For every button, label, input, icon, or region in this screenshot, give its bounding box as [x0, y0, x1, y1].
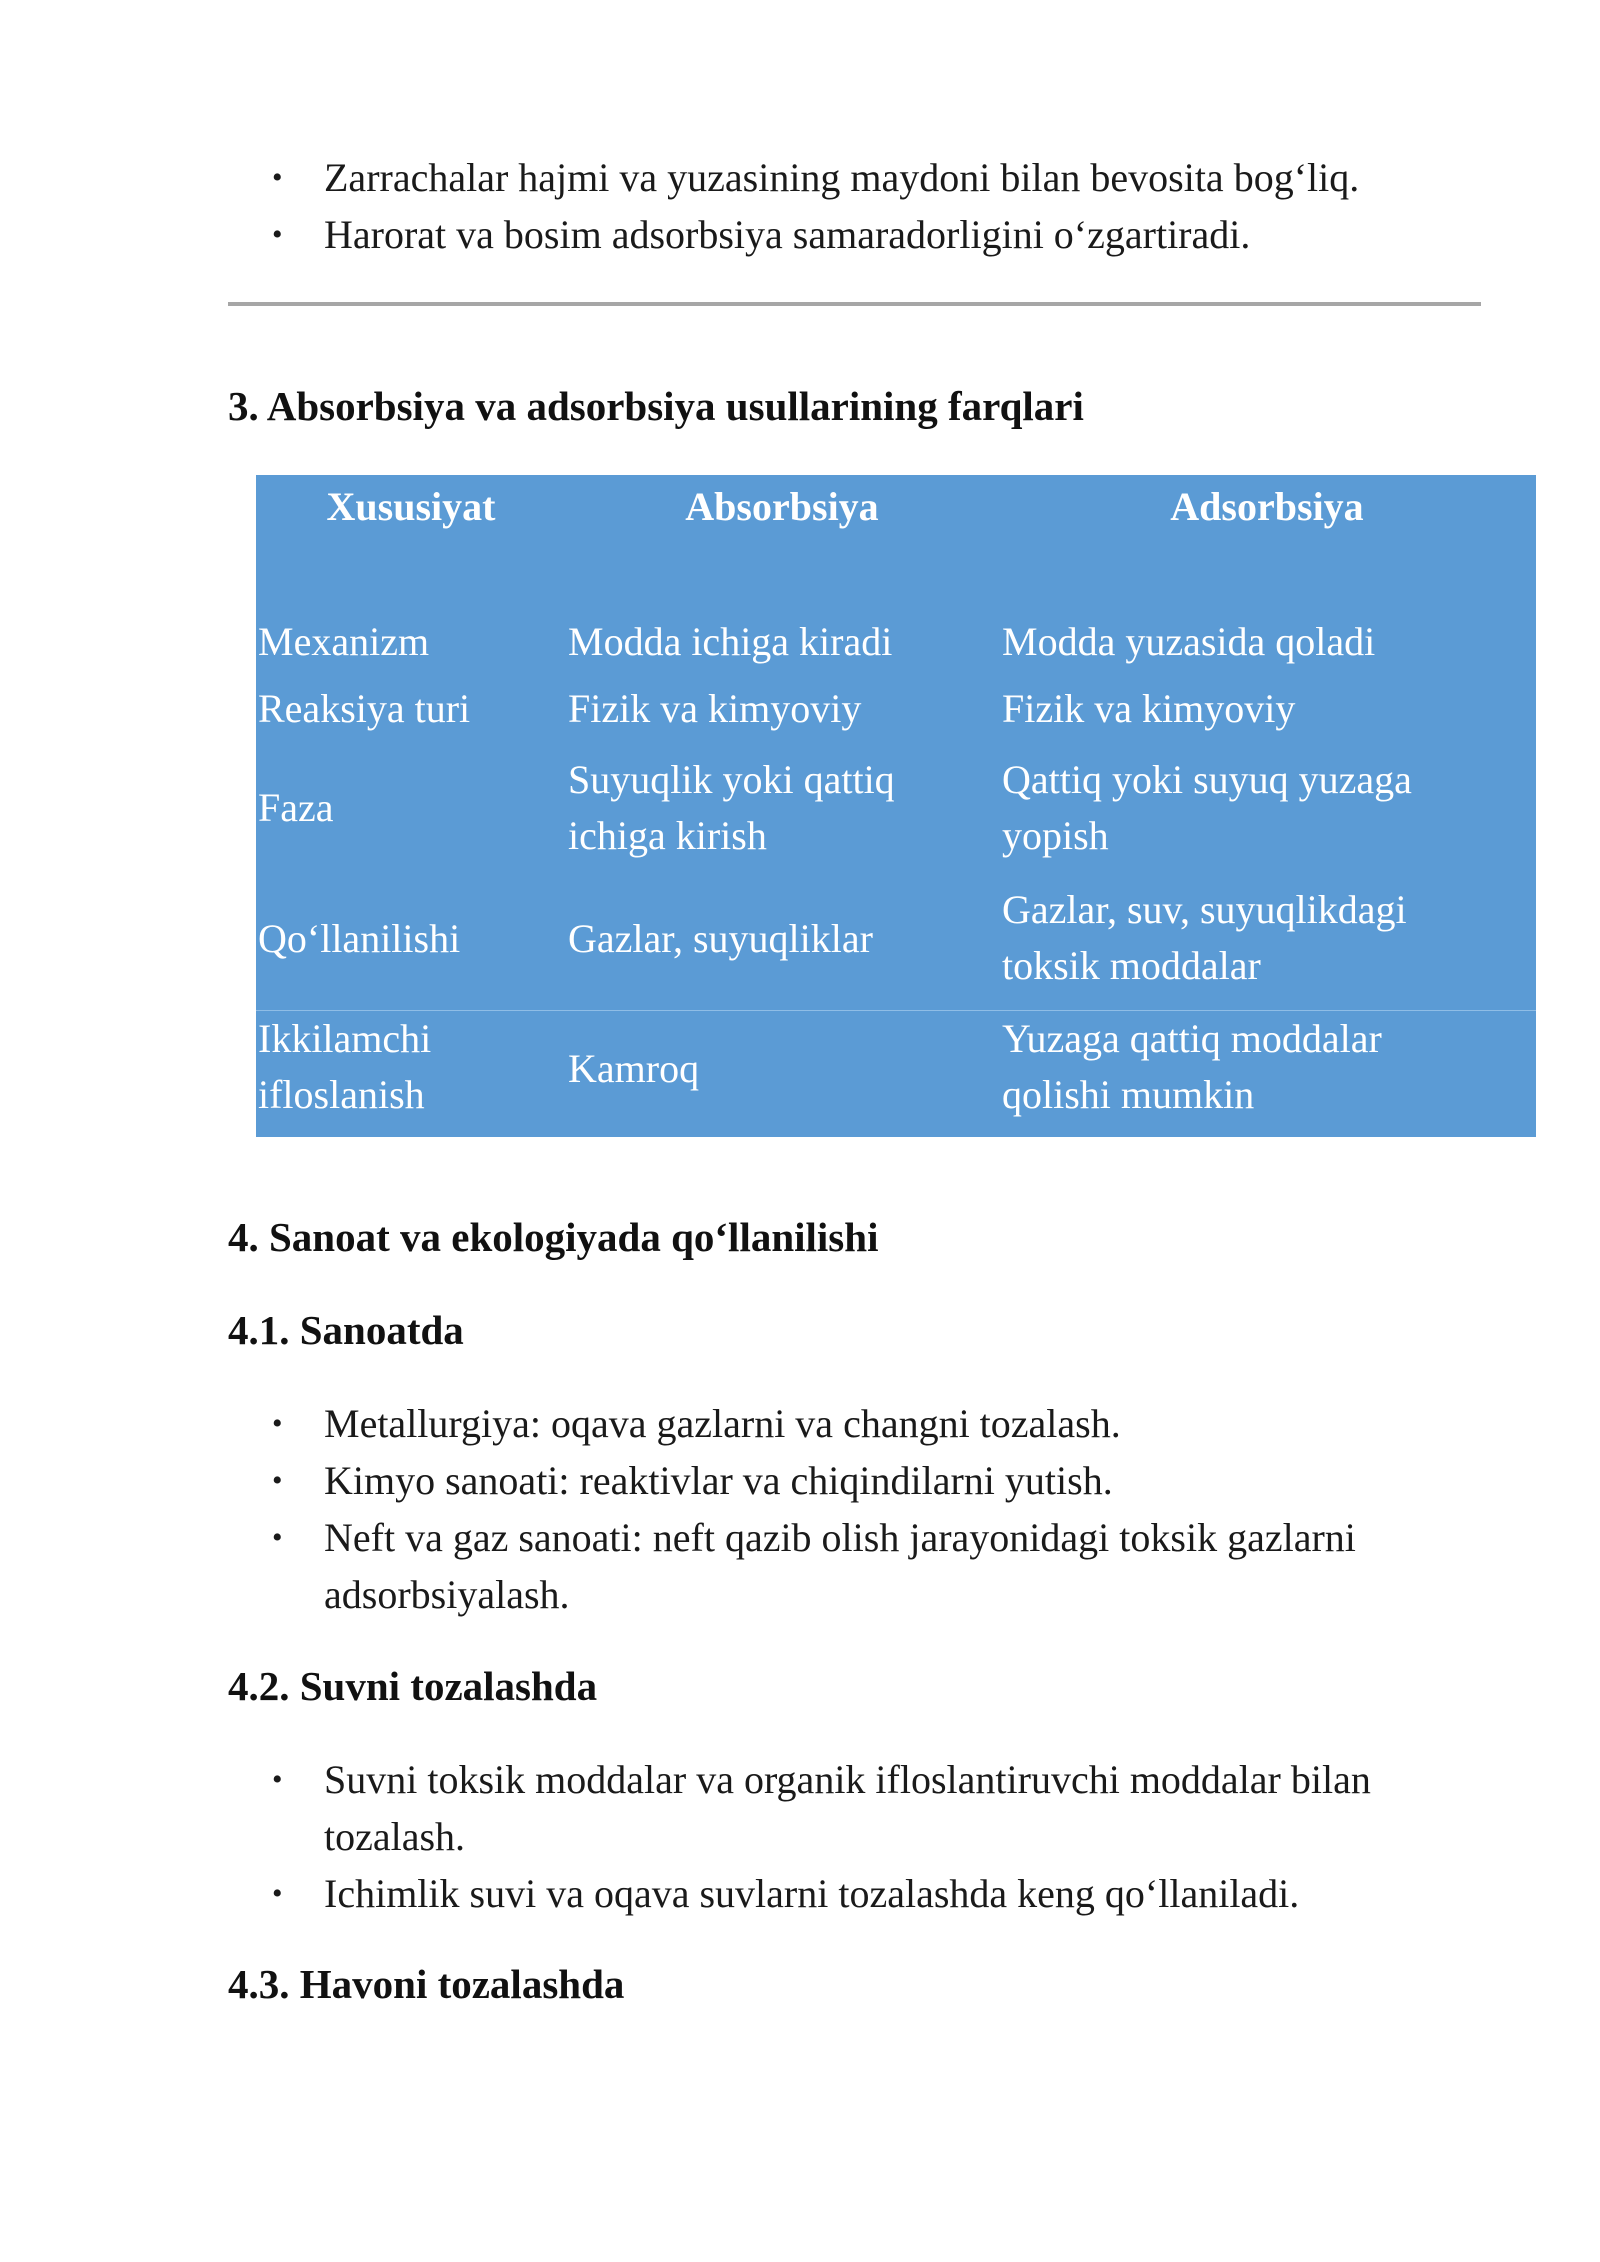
intro-bullet-list	[228, 149, 1488, 263]
table-cell: Ikkilamchi ifloslanish	[258, 1016, 432, 1117]
table-cell: Modda ichiga kiradi	[568, 619, 893, 664]
table-header-cell: Xususiyat	[326, 484, 496, 529]
list-item: • Zarrachalar hajmi va yuzasining maydoni bilan bevosita bog‘liq.	[228, 149, 1488, 206]
table-cell: Qattiq yoki suyuq yuzaga yopish	[1002, 757, 1412, 858]
table-header-cell: Absorbsiya	[685, 484, 879, 529]
table-cell: Suyuqlik yoki qattiq ichiga kirish	[568, 757, 895, 858]
table-header-cell: Adsorbsiya	[1170, 484, 1364, 529]
table-cell: Gazlar, suyuqliklar	[568, 916, 873, 961]
subsection-4-3-heading: 4.3. Havoni tozalashda	[228, 1961, 625, 2007]
list-item: • Suvni toksik moddalar va organik ifloslantiruvchi moddalar bilan tozalash.	[228, 1751, 1488, 1865]
water-bullet-list	[228, 1751, 1488, 1922]
table-cell: Kamroq	[568, 1046, 700, 1091]
horizontal-divider	[228, 302, 1481, 306]
list-item: • Neft va gaz sanoati: neft qazib olish jarayonidagi toksik gazlarni adsorbsiyalash.	[228, 1509, 1488, 1623]
section-3-heading: 3. Absorbsiya va adsorbsiya usullarining farqlari	[228, 383, 1084, 429]
table-cell: Fizik va kimyoviy	[1002, 686, 1296, 731]
table-cell: Reaksiya turi	[258, 686, 471, 731]
industry-bullet-list	[228, 1395, 1488, 1623]
comparison-table	[256, 475, 1536, 1137]
table-cell: Yuzaga qattiq moddalar qolishi mumkin	[1002, 1016, 1382, 1117]
table-cell: Gazlar, suv, suyuqlikdagi toksik moddalar	[1002, 887, 1407, 988]
table-cell: Modda yuzasida qoladi	[1002, 619, 1376, 664]
list-item: • Kimyo sanoati: reaktivlar va chiqindilarni yutish.	[228, 1452, 1488, 1509]
list-item: • Harorat va bosim adsorbsiya samaradorligini o‘zgartiradi.	[228, 206, 1488, 263]
section-4-heading: 4. Sanoat va ekologiyada qo‘llanilishi	[228, 1214, 879, 1260]
list-item: • Metallurgiya: oqava gazlarni va changni tozalash.	[228, 1395, 1488, 1452]
table-cell: Qo‘llanilishi	[258, 916, 461, 961]
subsection-4-1-heading: 4.1. Sanoatda	[228, 1307, 464, 1353]
subsection-4-2-heading: 4.2. Suvni tozalashda	[228, 1663, 598, 1709]
table-cell: Mexanizm	[258, 619, 430, 664]
table-cell: Fizik va kimyoviy	[568, 686, 862, 731]
table-cell: Faza	[258, 785, 334, 830]
list-item: • Ichimlik suvi va oqava suvlarni tozalashda keng qo‘llaniladi.	[228, 1865, 1488, 1922]
